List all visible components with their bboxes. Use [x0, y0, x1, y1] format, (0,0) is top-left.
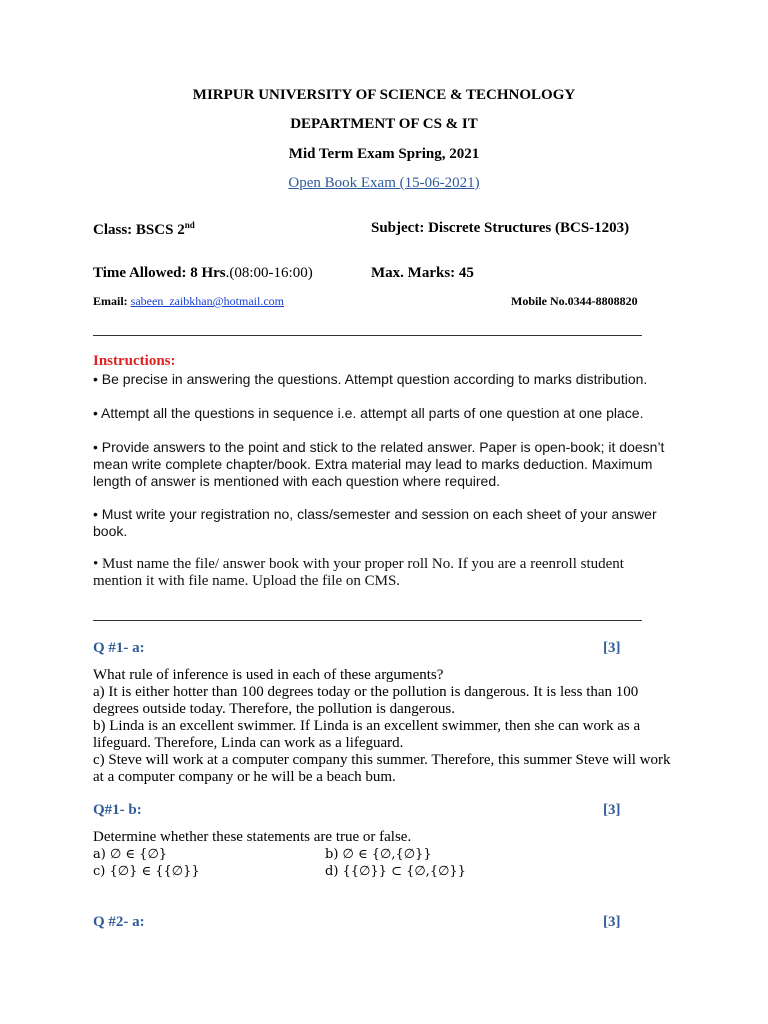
instruction-item-4: • Must write your registration no, class/semester and session on each sheet of your answer book.	[93, 506, 657, 539]
instruction-item-2: • Attempt all the questions in sequence i.e. attempt all parts of one question at one place.	[93, 405, 644, 421]
divider-bottom	[93, 620, 642, 621]
instructions-title: Instructions:	[93, 353, 176, 369]
question-1b-a: a) ∅ ∈ {∅}	[93, 847, 168, 862]
class-superscript: nd	[184, 220, 195, 230]
open-book-label: Open Book Exam (15-06-2021)	[288, 175, 480, 191]
question-1b-b: b) ∅ ∈ {∅,{∅}}	[325, 847, 432, 862]
class-label: Class: BSCS 2	[93, 222, 185, 238]
email-link[interactable]: sabeen_zaibkhan@hotmail.com	[130, 294, 285, 308]
university-name: MIRPUR UNIVERSITY OF SCIENCE & TECHNOLOGY	[192, 87, 576, 103]
email-row	[93, 294, 284, 309]
question-1a-part-a: a) It is either hotter than 100 degrees today or the pollution is dangerous. It is less than 100 degrees outside today. Therefore, the pollution is dangerous.	[93, 684, 639, 717]
question-1b-label: Q#1- b:	[93, 802, 142, 818]
instruction-item-5: • Must name the file/ answer book with your proper roll No. If you are a reenroll student mention it with file name. Upload the file on CMS.	[93, 556, 624, 589]
time-allowed	[93, 265, 313, 282]
question-1a-body	[93, 667, 673, 786]
time-label: Time Allowed: 8 Hrs	[93, 265, 226, 281]
class-info	[93, 220, 195, 239]
question-1b-intro: Determine whether these statements are true or false.	[93, 829, 412, 845]
subject-info: Subject: Discrete Structures (BCS-1203)	[371, 220, 630, 236]
question-1a-prompt: What rule of inference is used in each of these arguments?	[93, 667, 444, 683]
time-value: .(08:00-16:00)	[225, 265, 313, 281]
instruction-item-3: • Provide answers to the point and stick to the related answer. Paper is open-book; it doesn’t mean write complete chapter/book. Extra material may lead to marks deduction. Maximum length of answer is mentioned with each question where required.	[93, 439, 665, 489]
question-1a-label: Q #1- a:	[93, 640, 145, 656]
question-2a-label: Q #2- a:	[93, 914, 145, 930]
instruction-item-1: • Be precise in answering the questions. Attempt question according to marks distribution.	[93, 371, 648, 387]
divider-top	[93, 335, 642, 336]
department-name: DEPARTMENT OF CS & IT	[290, 116, 478, 132]
max-marks: Max. Marks: 45	[371, 265, 474, 281]
mobile-number: Mobile No.0344-8808820	[511, 294, 638, 308]
question-1a-part-c: c) Steve will work at a computer company this summer. Therefore, this summer Steve will work at a computer company or he will be a beach bum.	[93, 752, 671, 785]
question-1a-marks: [3]	[603, 640, 621, 656]
question-1b-d: d) {{∅}} ⊂ {∅,{∅}}	[325, 864, 466, 879]
question-1a-part-b: b) Linda is an excellent swimmer. If Linda is an excellent swimmer, then she can work as a lifeguard. Therefore, Linda can work as a lifeguard.	[93, 718, 641, 751]
exam-title: Mid Term Exam Spring, 2021	[288, 146, 480, 162]
email-label: Email:	[93, 294, 131, 308]
question-1b-marks: [3]	[603, 802, 621, 818]
question-2a-marks: [3]	[603, 914, 621, 930]
question-1b-c: c) {∅} ∈ {{∅}}	[93, 864, 200, 879]
